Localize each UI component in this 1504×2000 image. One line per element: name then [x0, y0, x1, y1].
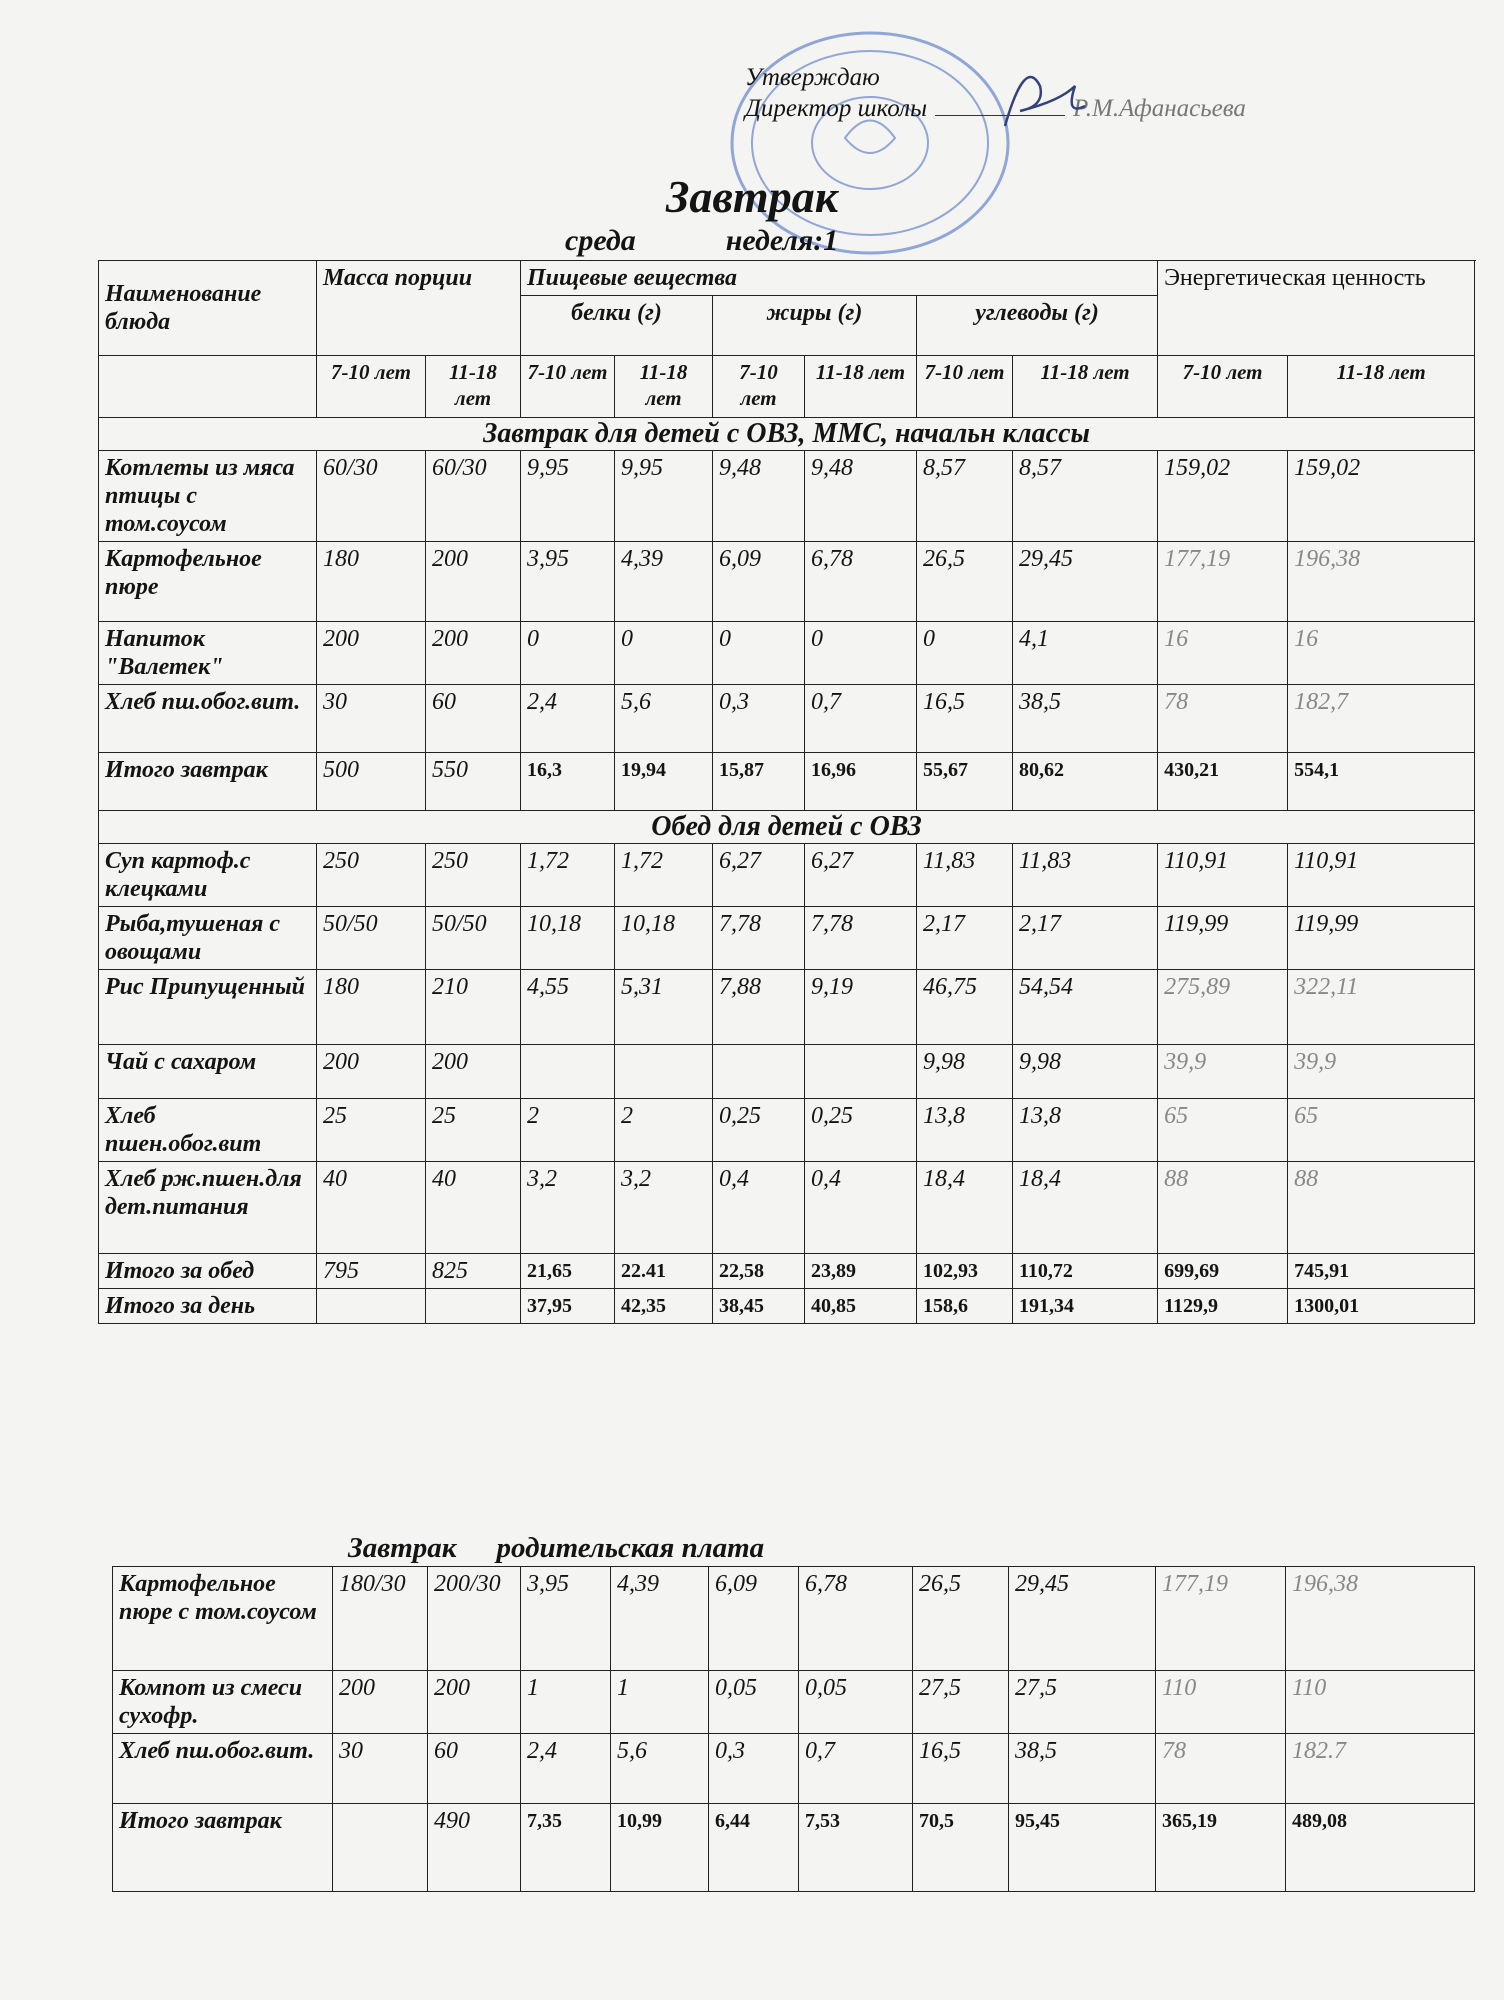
value-cell: 25: [426, 1099, 521, 1162]
value-cell: 158,6: [917, 1289, 1013, 1324]
value-cell: 60: [426, 685, 521, 753]
value-cell: 2,17: [1013, 907, 1158, 970]
value-cell: 250: [426, 844, 521, 907]
value-cell: 6,78: [805, 542, 917, 622]
total-row: [99, 1254, 1475, 1289]
value-cell: 250: [317, 844, 426, 907]
value-cell: 38,5: [1009, 1734, 1156, 1804]
section-title: Обед для детей с ОВЗ: [99, 811, 1475, 844]
value-cell: 7,53: [799, 1804, 913, 1892]
value-cell: 180: [317, 542, 426, 622]
value-cell: 180/30: [333, 1567, 428, 1671]
value-cell: 825: [426, 1254, 521, 1289]
table-row: [99, 451, 1475, 542]
value-cell: 110: [1286, 1671, 1475, 1734]
value-cell: 180: [317, 970, 426, 1045]
value-cell: 42,35: [615, 1289, 713, 1324]
table-row: [99, 1162, 1475, 1254]
value-cell: 18,4: [917, 1162, 1013, 1254]
value-cell: 182,7: [1288, 685, 1475, 753]
value-cell: 0,7: [799, 1734, 913, 1804]
dish-name: Хлеб пшен.обог.вит: [99, 1099, 317, 1162]
value-cell: 5,31: [615, 970, 713, 1045]
section-title: Завтрак для детей с ОВЗ, ММС, начальн классы: [99, 418, 1475, 451]
value-cell: 745,91: [1288, 1254, 1475, 1289]
value-cell: 1,72: [615, 844, 713, 907]
value-cell: [426, 1289, 521, 1324]
value-cell: 2,4: [521, 685, 615, 753]
value-cell: 0: [521, 622, 615, 685]
value-cell: 8,57: [917, 451, 1013, 542]
value-cell: 6,27: [713, 844, 805, 907]
value-cell: 8,57: [1013, 451, 1158, 542]
dish-name: Итого за обед: [99, 1254, 317, 1289]
value-cell: 177,19: [1158, 542, 1288, 622]
value-cell: 200: [426, 542, 521, 622]
value-cell: 119,99: [1158, 907, 1288, 970]
value-cell: [615, 1045, 713, 1099]
age-11-18: 11-18 лет: [615, 356, 713, 418]
value-cell: 16,96: [805, 753, 917, 811]
value-cell: 18,4: [1013, 1162, 1158, 1254]
value-cell: 7,35: [521, 1804, 611, 1892]
value-cell: 7,88: [713, 970, 805, 1045]
value-cell: 0: [917, 622, 1013, 685]
age-11-18: 11-18 лет: [426, 356, 521, 418]
value-cell: 9,95: [521, 451, 615, 542]
value-cell: 88: [1158, 1162, 1288, 1254]
dish-name: Картофельное пюре с том.соусом: [113, 1567, 333, 1671]
value-cell: 9,48: [713, 451, 805, 542]
dish-name: Напиток "Валетек": [99, 622, 317, 685]
value-cell: 2: [615, 1099, 713, 1162]
value-cell: 23,89: [805, 1254, 917, 1289]
value-cell: 699,69: [1158, 1254, 1288, 1289]
value-cell: 27,5: [1009, 1671, 1156, 1734]
value-cell: 39,9: [1288, 1045, 1475, 1099]
value-cell: 38,45: [713, 1289, 805, 1324]
header-age-blank: [99, 356, 317, 418]
value-cell: 200: [317, 622, 426, 685]
value-cell: 16,3: [521, 753, 615, 811]
value-cell: 430,21: [1158, 753, 1288, 811]
value-cell: 489,08: [1286, 1804, 1475, 1892]
value-cell: 1,72: [521, 844, 615, 907]
table-row: [99, 622, 1475, 685]
value-cell: 0,4: [713, 1162, 805, 1254]
value-cell: 22,58: [713, 1254, 805, 1289]
value-cell: 60: [428, 1734, 521, 1804]
value-cell: 5,6: [611, 1734, 709, 1804]
value-cell: 29,45: [1013, 542, 1158, 622]
section-title-b: родительская плата: [496, 1532, 765, 1564]
value-cell: 19,94: [615, 753, 713, 811]
header-dish-name: Наименование блюда: [99, 261, 317, 356]
dish-name: Рис Припущенный: [99, 970, 317, 1045]
value-cell: 16,5: [913, 1734, 1009, 1804]
value-cell: 9,19: [805, 970, 917, 1045]
value-cell: 26,5: [913, 1567, 1009, 1671]
value-cell: 9,48: [805, 451, 917, 542]
value-cell: 13,8: [1013, 1099, 1158, 1162]
value-cell: 60/30: [426, 451, 521, 542]
dish-name: Компот из смеси сухофр.: [113, 1671, 333, 1734]
value-cell: 0,4: [805, 1162, 917, 1254]
value-cell: 0,3: [713, 685, 805, 753]
value-cell: 3,95: [521, 1567, 611, 1671]
value-cell: 200: [317, 1045, 426, 1099]
day-week-line: [565, 224, 928, 258]
value-cell: 6,44: [709, 1804, 799, 1892]
value-cell: 177,19: [1156, 1567, 1286, 1671]
age-11-18: 11-18 лет: [1288, 356, 1475, 418]
value-cell: 0,25: [805, 1099, 917, 1162]
value-cell: 46,75: [917, 970, 1013, 1045]
age-7-10: 7-10 лет: [521, 356, 615, 418]
value-cell: 200: [426, 1045, 521, 1099]
value-cell: 275,89: [1158, 970, 1288, 1045]
value-cell: 2,4: [521, 1734, 611, 1804]
value-cell: 10,99: [611, 1804, 709, 1892]
table-row: [99, 907, 1475, 970]
value-cell: 78: [1156, 1734, 1286, 1804]
value-cell: [805, 1045, 917, 1099]
table-row: [113, 1671, 1475, 1734]
week-label: неделя:1: [725, 224, 839, 257]
day-label: среда: [565, 224, 636, 257]
value-cell: 2,17: [917, 907, 1013, 970]
value-cell: 0,7: [805, 685, 917, 753]
value-cell: 200: [428, 1671, 521, 1734]
value-cell: 0,25: [713, 1099, 805, 1162]
value-cell: 490: [428, 1804, 521, 1892]
value-cell: 0,05: [709, 1671, 799, 1734]
value-cell: 159,02: [1288, 451, 1475, 542]
value-cell: 9,98: [917, 1045, 1013, 1099]
value-cell: 16: [1288, 622, 1475, 685]
value-cell: 191,34: [1013, 1289, 1158, 1324]
value-cell: 7,78: [805, 907, 917, 970]
dish-name: Рыба,тушеная с овощами: [99, 907, 317, 970]
table-row: [113, 1734, 1475, 1804]
dish-name: Итого за день: [99, 1289, 317, 1324]
total-row: [99, 1289, 1475, 1324]
value-cell: 54,54: [1013, 970, 1158, 1045]
value-cell: 6,09: [709, 1567, 799, 1671]
table-row: [99, 1099, 1475, 1162]
value-cell: [713, 1045, 805, 1099]
approve-label: Утверждаю: [745, 64, 880, 91]
value-cell: 200: [426, 622, 521, 685]
total-row: [99, 753, 1475, 811]
value-cell: 65: [1288, 1099, 1475, 1162]
value-cell: 25: [317, 1099, 426, 1162]
value-cell: 40,85: [805, 1289, 917, 1324]
value-cell: 9,98: [1013, 1045, 1158, 1099]
dish-name: Итого завтрак: [99, 753, 317, 811]
value-cell: 11,83: [1013, 844, 1158, 907]
value-cell: 50/50: [426, 907, 521, 970]
dish-name: Котлеты из мяса птицы с том.соусом: [99, 451, 317, 542]
value-cell: 13,8: [917, 1099, 1013, 1162]
director-label: Директор школы: [745, 95, 927, 122]
value-cell: 4,55: [521, 970, 615, 1045]
value-cell: 22.41: [615, 1254, 713, 1289]
age-11-18: 11-18 лет: [805, 356, 917, 418]
value-cell: 16,5: [917, 685, 1013, 753]
header-energy: Энергетическая ценность: [1158, 261, 1475, 356]
header-portion-mass: Масса порции: [317, 261, 521, 356]
value-cell: 30: [333, 1734, 428, 1804]
value-cell: 27,5: [913, 1671, 1009, 1734]
value-cell: 0: [805, 622, 917, 685]
value-cell: 110: [1156, 1671, 1286, 1734]
value-cell: 210: [426, 970, 521, 1045]
header-fats: жиры (г): [713, 296, 917, 356]
value-cell: 554,1: [1288, 753, 1475, 811]
value-cell: 4,39: [615, 542, 713, 622]
value-cell: 0: [615, 622, 713, 685]
value-cell: 322,11: [1288, 970, 1475, 1045]
value-cell: 11,83: [917, 844, 1013, 907]
value-cell: 200: [333, 1671, 428, 1734]
value-cell: 55,67: [917, 753, 1013, 811]
value-cell: 7,78: [713, 907, 805, 970]
value-cell: 26,5: [917, 542, 1013, 622]
value-cell: 9,95: [615, 451, 713, 542]
page-title: Завтрак: [665, 171, 839, 222]
value-cell: [317, 1289, 426, 1324]
table-row: [99, 1045, 1475, 1099]
value-cell: 37,95: [521, 1289, 615, 1324]
value-cell: 550: [426, 753, 521, 811]
value-cell: 159,02: [1158, 451, 1288, 542]
value-cell: 40: [426, 1162, 521, 1254]
section-title-a: Завтрак: [348, 1532, 457, 1564]
table-row: [99, 685, 1475, 753]
table-row: [99, 542, 1475, 622]
value-cell: 3,95: [521, 542, 615, 622]
value-cell: [521, 1045, 615, 1099]
header-carbs: углеводы (г): [917, 296, 1158, 356]
value-cell: 795: [317, 1254, 426, 1289]
value-cell: 95,45: [1009, 1804, 1156, 1892]
value-cell: 10,18: [521, 907, 615, 970]
value-cell: 1300,01: [1288, 1289, 1475, 1324]
dish-name: Хлеб рж.пшен.для дет.питания: [99, 1162, 317, 1254]
table-row: [99, 844, 1475, 907]
value-cell: 200/30: [428, 1567, 521, 1671]
dish-name: Чай с сахаром: [99, 1045, 317, 1099]
value-cell: 6,09: [713, 542, 805, 622]
value-cell: 15,87: [713, 753, 805, 811]
value-cell: 1: [521, 1671, 611, 1734]
value-cell: 4,1: [1013, 622, 1158, 685]
value-cell: 50/50: [317, 907, 426, 970]
value-cell: 39,9: [1158, 1045, 1288, 1099]
value-cell: 110,91: [1288, 844, 1475, 907]
age-7-10: 7-10 лет: [317, 356, 426, 418]
value-cell: 365,19: [1156, 1804, 1286, 1892]
value-cell: 102,93: [917, 1254, 1013, 1289]
age-11-18: 11-18 лет: [1013, 356, 1158, 418]
value-cell: 110,91: [1158, 844, 1288, 907]
dish-name: Итого завтрак: [113, 1804, 333, 1892]
age-7-10: 7-10 лет: [917, 356, 1013, 418]
paid-breakfast-table: [112, 1566, 1475, 1892]
value-cell: 30: [317, 685, 426, 753]
value-cell: 88: [1288, 1162, 1475, 1254]
value-cell: 0: [713, 622, 805, 685]
value-cell: 500: [317, 753, 426, 811]
value-cell: 6,27: [805, 844, 917, 907]
age-7-10: 7-10 лет: [1158, 356, 1288, 418]
table-row: [113, 1567, 1475, 1671]
value-cell: 196,38: [1288, 542, 1475, 622]
value-cell: [333, 1804, 428, 1892]
value-cell: 10,18: [615, 907, 713, 970]
director-name: Р.М.Афанасьева: [1073, 95, 1246, 122]
value-cell: 110,72: [1013, 1254, 1158, 1289]
header-nutrients: Пищевые вещества: [521, 261, 1158, 296]
value-cell: 182.7: [1286, 1734, 1475, 1804]
value-cell: 3,2: [521, 1162, 615, 1254]
value-cell: 80,62: [1013, 753, 1158, 811]
dish-name: Суп картоф.с клецками: [99, 844, 317, 907]
value-cell: 40: [317, 1162, 426, 1254]
director-signature: [985, 66, 1095, 136]
value-cell: 6,78: [799, 1567, 913, 1671]
value-cell: 119,99: [1288, 907, 1475, 970]
header-proteins: белки (г): [521, 296, 713, 356]
value-cell: 4,39: [611, 1567, 709, 1671]
dish-name: Хлеб пш.обог.вит.: [99, 685, 317, 753]
value-cell: 21,65: [521, 1254, 615, 1289]
value-cell: 0,05: [799, 1671, 913, 1734]
value-cell: 78: [1158, 685, 1288, 753]
value-cell: 1: [611, 1671, 709, 1734]
age-7-10: 7-10 лет: [713, 356, 805, 418]
value-cell: 16: [1158, 622, 1288, 685]
value-cell: 0,3: [709, 1734, 799, 1804]
section-title: [348, 1532, 764, 1565]
dish-name: Картофельное пюре: [99, 542, 317, 622]
value-cell: 3,2: [615, 1162, 713, 1254]
dish-name: Хлеб пш.обог.вит.: [113, 1734, 333, 1804]
value-cell: 38,5: [1013, 685, 1158, 753]
value-cell: 29,45: [1009, 1567, 1156, 1671]
value-cell: 60/30: [317, 451, 426, 542]
total-row: [113, 1804, 1475, 1892]
table-row: [99, 970, 1475, 1045]
value-cell: 2: [521, 1099, 615, 1162]
value-cell: 1129,9: [1158, 1289, 1288, 1324]
value-cell: 70,5: [913, 1804, 1009, 1892]
value-cell: 196,38: [1286, 1567, 1475, 1671]
menu-table: [98, 260, 1475, 1324]
value-cell: 5,6: [615, 685, 713, 753]
value-cell: 65: [1158, 1099, 1288, 1162]
